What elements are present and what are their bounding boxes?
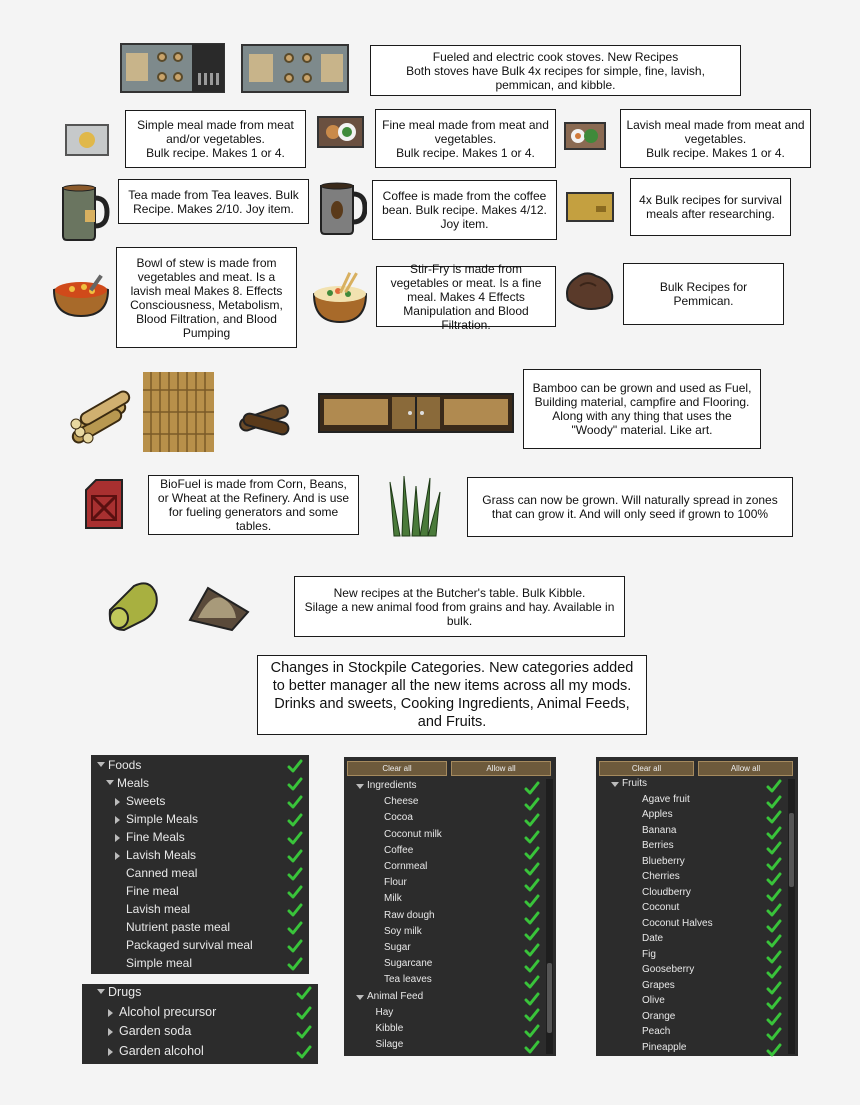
expand-arrow-icon[interactable]	[115, 798, 120, 806]
check-icon[interactable]	[524, 974, 540, 990]
category-label: Ingredients	[367, 780, 417, 791]
lavish-meal-description: Lavish meal made from meat and vegetables. Bulk recipe. Makes 1 or 4.	[620, 109, 811, 168]
expand-arrow-icon[interactable]	[115, 834, 120, 842]
expand-arrow-icon[interactable]	[108, 1048, 113, 1056]
check-icon[interactable]	[524, 942, 540, 958]
check-icon[interactable]	[287, 776, 303, 792]
bamboo-table-icon	[318, 393, 514, 433]
bamboo-floor-icon	[143, 372, 214, 452]
category-label: Fine meal	[126, 884, 179, 898]
category-label: Garden soda	[119, 1024, 192, 1038]
check-icon[interactable]	[524, 1023, 540, 1039]
check-icon[interactable]	[287, 848, 303, 864]
expand-arrow-icon[interactable]	[108, 1028, 113, 1036]
collapse-arrow-icon[interactable]	[97, 762, 105, 767]
silage-pile-icon	[188, 584, 252, 632]
coffee-description: Coffee is made from the coffee bean. Bulk recipe. Makes 4/12. Joy item.	[372, 180, 557, 240]
bamboo-icon	[66, 388, 132, 446]
category-label: Apples	[642, 809, 673, 820]
foods-category-panel	[91, 755, 309, 974]
check-icon[interactable]	[287, 902, 303, 918]
fine-meal-description: Fine meal made from meat and vegetables. Bulk recipe. Makes 1 or 4.	[375, 109, 556, 168]
meal-icon	[65, 124, 109, 156]
pemmican-icon	[562, 266, 616, 312]
check-icon[interactable]	[524, 780, 540, 796]
collapse-arrow-icon[interactable]	[97, 989, 105, 994]
check-icon[interactable]	[524, 926, 540, 942]
hay-bale-icon	[104, 580, 160, 632]
category-label: Fruits	[622, 778, 647, 789]
category-label: Milk	[384, 893, 402, 905]
check-icon[interactable]	[524, 1007, 540, 1023]
category-label: Berries	[642, 840, 674, 851]
expand-arrow-icon[interactable]	[115, 816, 120, 824]
category-label: Tea leaves	[384, 974, 432, 986]
check-icon[interactable]	[287, 866, 303, 882]
category-label: Sugar	[384, 942, 411, 953]
category-label: Simple meal	[126, 956, 193, 970]
category-label: Sugarcane	[384, 958, 433, 970]
check-icon[interactable]	[287, 830, 303, 846]
collapse-arrow-icon[interactable]	[356, 784, 364, 789]
category-row-sweets[interactable]	[91, 793, 309, 811]
category-row-drugs[interactable]	[82, 984, 318, 1002]
check-icon[interactable]	[287, 884, 303, 900]
drugs-category-panel	[82, 984, 318, 1064]
category-label: Fine Meals	[126, 830, 185, 844]
check-icon[interactable]	[524, 893, 540, 909]
category-row-silage[interactable]	[344, 1038, 546, 1056]
check-icon[interactable]	[296, 985, 312, 1001]
clear-all-button[interactable]: Clear all	[347, 761, 447, 776]
category-label: Cornmeal	[384, 861, 428, 872]
category-row-fine-meals[interactable]	[91, 829, 309, 847]
allow-all-button[interactable]: Allow all	[698, 761, 793, 776]
category-row-simple-meal[interactable]	[91, 955, 309, 973]
category-label: Pineapple	[642, 1041, 687, 1053]
check-icon[interactable]	[524, 796, 540, 812]
bamboo-description: Bamboo can be grown and used as Fuel, Building material, campfire and Flooring. Along with any thing that uses the "Woody" material. Like art.	[523, 369, 761, 449]
category-row-lavish-meals[interactable]	[91, 847, 309, 865]
category-row-garden-alcohol[interactable]	[82, 1043, 318, 1061]
tea-mug-icon	[55, 180, 111, 244]
check-icon[interactable]	[524, 910, 540, 926]
category-row-fine-meal[interactable]	[91, 883, 309, 901]
grass-description: Grass can now be grown. Will naturally spread in zones that can grow it. And will only seed if grown to 100%	[467, 477, 793, 537]
category-row-packaged-survival-meal[interactable]	[91, 937, 309, 955]
pemmican-description: Bulk Recipes for Pemmican.	[623, 263, 784, 325]
category-label: Canned meal	[126, 866, 198, 880]
collapse-arrow-icon[interactable]	[356, 995, 364, 1000]
category-label: Olive	[642, 995, 665, 1006]
check-icon[interactable]	[524, 829, 540, 845]
check-icon[interactable]	[524, 812, 540, 828]
category-label: Coffee	[384, 844, 414, 856]
category-label: Flour	[384, 877, 407, 889]
biofuel-description: BioFuel is made from Corn, Beans, or Wheat at the Refinery. And is use for fueling generators and some tables.	[148, 475, 359, 535]
meal-icon	[317, 116, 364, 148]
wood-logs-icon	[233, 396, 295, 436]
category-row-lavish-meal[interactable]	[91, 901, 309, 919]
meal-icon	[564, 122, 606, 150]
category-label: Lavish Meals	[126, 848, 197, 862]
category-label: Raw dough	[384, 909, 435, 921]
check-icon[interactable]	[524, 877, 540, 893]
simple-meal-description: Simple meal made from meat and/or vegetables. Bulk recipe. Makes 1 or 4.	[125, 110, 306, 168]
survival-meal-package-icon	[566, 192, 614, 222]
expand-arrow-icon[interactable]	[108, 1009, 113, 1017]
category-row-simple-meals[interactable]	[91, 811, 309, 829]
check-icon[interactable]	[524, 991, 540, 1007]
survival-description: 4x Bulk recipes for survival meals after researching.	[630, 178, 791, 236]
check-icon[interactable]	[524, 1039, 540, 1055]
stockpile-description: Changes in Stockpile Categories. New categories added to better manager all the new items across all my mods. Drinks and sweets, Cooking Ingredients, Animal Feeds, and Fruits.	[257, 655, 647, 735]
check-icon[interactable]	[287, 938, 303, 954]
stew-bowl-icon	[50, 272, 112, 320]
check-icon[interactable]	[287, 812, 303, 828]
coffee-mug-icon	[315, 180, 367, 236]
fuel-can-icon	[82, 478, 126, 530]
category-label: Cherries	[642, 871, 680, 882]
cook-stove-icon	[241, 44, 349, 93]
stoves-description: Fueled and electric cook stoves. New Recipes Both stoves have Bulk 4x recipes for simple, fine, lavish, pemmican, and kibble.	[370, 45, 741, 96]
check-icon[interactable]	[524, 845, 540, 861]
category-label: Silage	[375, 1039, 404, 1051]
check-icon[interactable]	[287, 794, 303, 810]
fruits-category-panel	[596, 757, 798, 1056]
scrollbar[interactable]	[546, 779, 553, 1054]
category-label: Coconut	[642, 902, 680, 913]
category-label: Drugs	[108, 985, 142, 999]
clear-all-button[interactable]: Clear all	[599, 761, 694, 776]
category-label: Blueberry	[642, 855, 685, 867]
scrollbar-thumb[interactable]	[547, 963, 552, 1033]
category-label: Banana	[642, 824, 677, 836]
check-icon[interactable]	[287, 920, 303, 936]
category-label: Foods	[108, 758, 142, 772]
category-row-meals[interactable]	[91, 775, 309, 793]
category-label: Cheese	[384, 796, 419, 808]
category-label: Garden alcohol	[119, 1043, 204, 1058]
grass-icon	[386, 472, 444, 538]
category-label: Agave fruit	[642, 793, 690, 805]
category-label: Soy milk	[384, 925, 422, 937]
category-label: Alcohol precursor	[119, 1004, 217, 1019]
scrollbar-thumb[interactable]	[789, 813, 794, 887]
category-label: Fig	[642, 948, 656, 960]
check-icon[interactable]	[524, 958, 540, 974]
ingredients-category-panel	[344, 757, 556, 1056]
check-icon[interactable]	[296, 1005, 312, 1021]
category-label: Lavish meal	[126, 902, 191, 916]
collapse-arrow-icon[interactable]	[611, 782, 619, 787]
allow-all-button[interactable]: Allow all	[451, 761, 551, 776]
expand-arrow-icon[interactable]	[115, 852, 120, 860]
category-label: Simple Meals	[126, 812, 199, 826]
category-row-pineapple[interactable]	[596, 1041, 788, 1059]
category-label: Gooseberry	[642, 964, 695, 975]
scrollbar[interactable]	[788, 779, 795, 1054]
category-row-garden-soda[interactable]	[82, 1023, 318, 1041]
category-label: Packaged survival meal	[126, 938, 253, 952]
check-icon[interactable]	[524, 861, 540, 877]
category-label: Coconut milk	[384, 828, 442, 840]
stir-fry-bowl-icon	[310, 270, 370, 326]
stirfry-description: Stir-Fry is made from vegetables or meat. Is a fine meal. Makes 4 Effects Manipulation and Blood Filtration.	[376, 266, 556, 327]
category-label: Orange	[642, 1010, 676, 1022]
check-icon[interactable]	[766, 1042, 782, 1058]
category-label: Grapes	[642, 979, 675, 991]
category-row-canned-meal[interactable]	[91, 865, 309, 883]
check-icon[interactable]	[296, 1044, 312, 1060]
category-row-nutrient-paste-meal[interactable]	[91, 919, 309, 937]
category-label: Cloudberry	[642, 886, 691, 898]
category-label: Peach	[642, 1026, 671, 1037]
stew-description: Bowl of stew is made from vegetables and meat. Is a lavish meal Makes 8. Effects Consciousness, Metabolism, Blood Filtration, and Blood Pumping	[116, 247, 297, 348]
check-icon[interactable]	[287, 956, 303, 972]
category-label: Cocoa	[384, 812, 413, 824]
category-label: Sweets	[126, 794, 166, 808]
category-label: Coconut Halves	[642, 917, 713, 929]
cook-stove-icon	[120, 43, 225, 93]
collapse-arrow-icon[interactable]	[106, 780, 114, 785]
tea-description: Tea made from Tea leaves. Bulk Recipe. Makes 2/10. Joy item.	[118, 179, 309, 224]
category-label: Date	[642, 933, 664, 944]
butcher-description: New recipes at the Butcher's table. Bulk Kibble. Silage a new animal food from grains and hay. Available in bulk.	[294, 576, 625, 637]
category-row-foods[interactable]	[91, 757, 309, 775]
category-row-alcohol-precursor[interactable]	[82, 1004, 318, 1022]
category-label: Meals	[117, 776, 150, 790]
category-label: Kibble	[375, 1023, 404, 1034]
check-icon[interactable]	[296, 1024, 312, 1040]
check-icon[interactable]	[287, 758, 303, 774]
category-label: Nutrient paste meal	[126, 920, 231, 934]
category-label: Hay	[375, 1006, 394, 1018]
category-label: Animal Feed	[367, 990, 424, 1002]
